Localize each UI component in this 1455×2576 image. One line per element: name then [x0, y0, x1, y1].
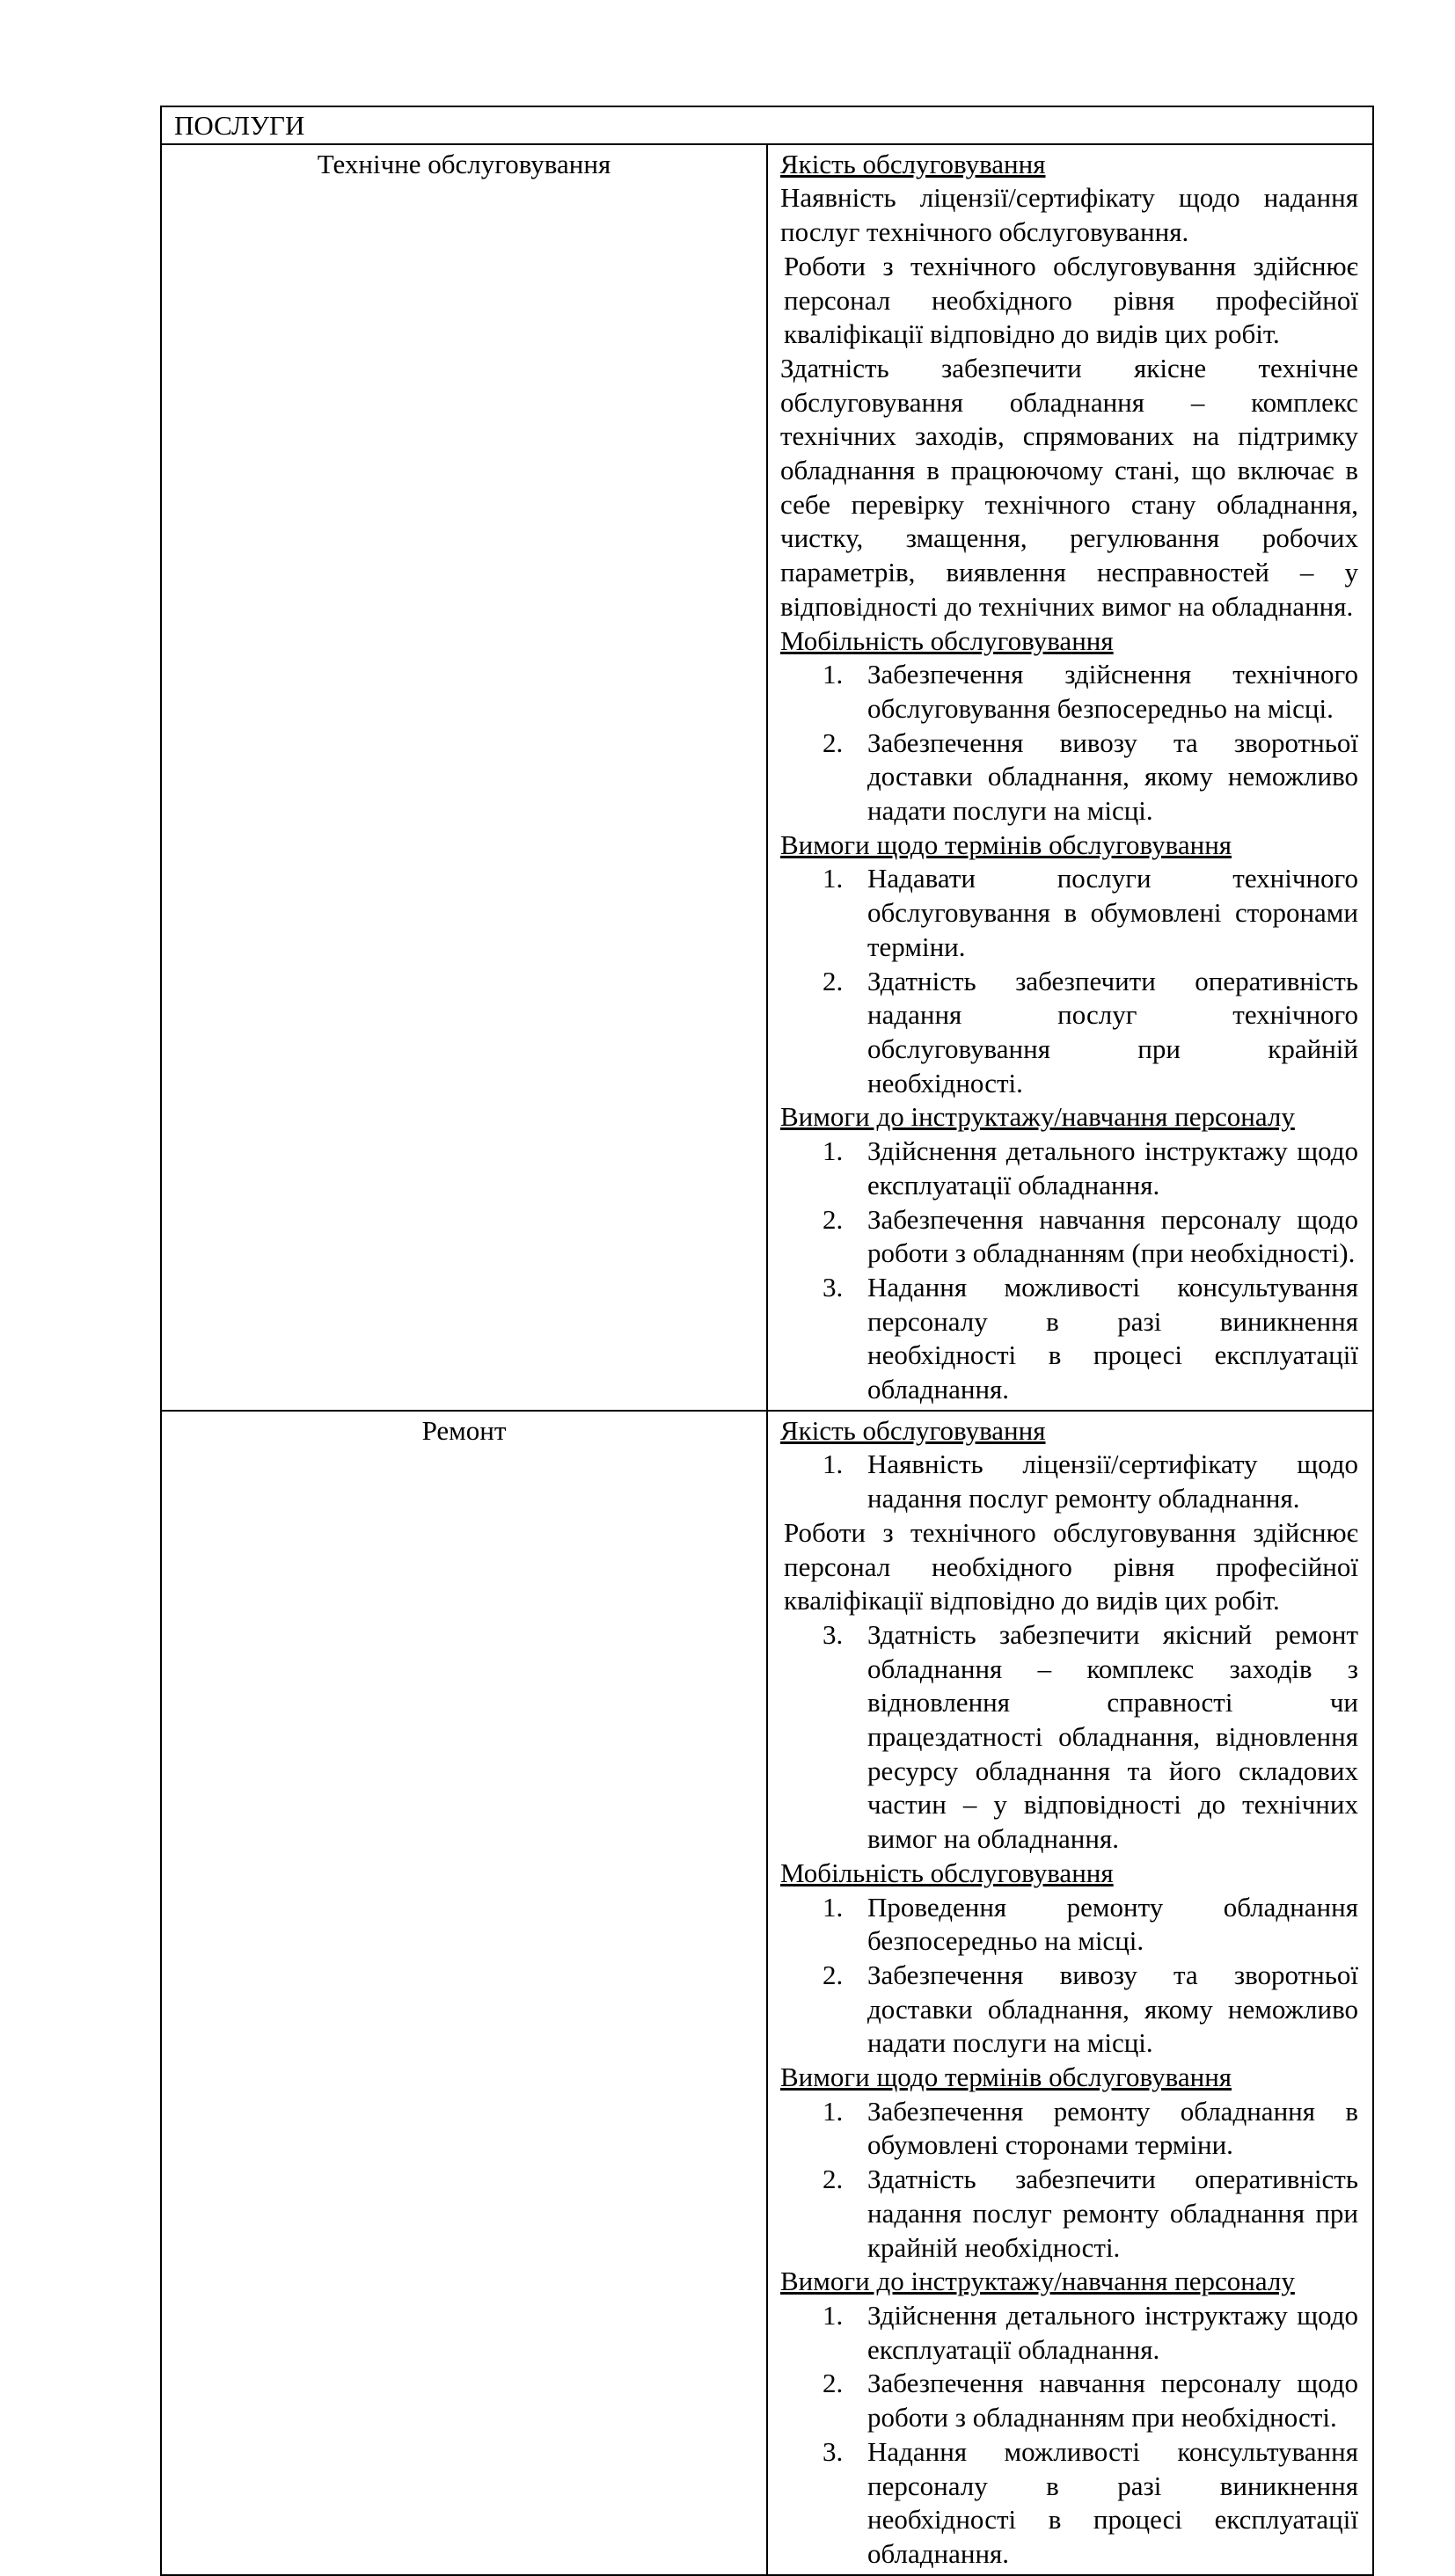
section-title: Якість обслуговування	[780, 148, 1046, 179]
list-item-text: Надавати послуги технічного обслуговування в обумовлені сторонами терміни.	[867, 863, 1358, 962]
table-row-maintenance	[161, 144, 1373, 1411]
section-title: Вимоги до інструктажу/навчання персоналу	[780, 2266, 1295, 2297]
row-content	[767, 144, 1373, 1411]
list-item-text: Здатність забезпечити якісний ремонт обладнання – комплекс заходів з відновлення справності чи працездатності обладнання, відновлення ресурсу обладнання та його складових частин – у відповідності до технічних вимог на обладнання.	[867, 1618, 1358, 1855]
numbered-list	[780, 1618, 1358, 1857]
list-item-text: Надання можливості консультування персоналу в разі виникнення необхідності в процесі експлуатації обладнання.	[867, 2435, 1358, 2569]
list-item-text: Наявність ліцензії/сертифікату щодо надання послуг ремонту обладнання.	[867, 1449, 1358, 1514]
list-item	[780, 2095, 1358, 2163]
list-number: 2.	[823, 1959, 844, 1990]
list-item-text: Забезпечення здійснення технічного обслуговування безпосередньо на місці.	[867, 659, 1358, 724]
list-item	[780, 1618, 1358, 1857]
section-title: Вимоги щодо термінів обслуговування	[780, 828, 1232, 860]
section-title: Вимоги до інструктажу/навчання персоналу	[780, 1101, 1295, 1133]
list-number: 3.	[823, 2435, 844, 2467]
numbered-list	[780, 862, 1358, 1100]
numbered-list	[780, 1448, 1358, 1515]
list-item	[780, 1135, 1358, 1202]
numbered-list	[780, 2095, 1358, 2266]
list-item-text: Здатність забезпечити оперативність надання послуг технічного обслуговування при крайній необхідності.	[867, 965, 1358, 1098]
services-table	[160, 106, 1374, 2576]
numbered-list	[780, 2299, 1358, 2572]
list-item	[780, 2163, 1358, 2265]
list-item	[780, 1891, 1358, 1959]
section-title: Вимоги щодо термінів обслуговування	[780, 2062, 1232, 2093]
list-number: 3.	[823, 1271, 844, 1303]
header-row	[161, 106, 1373, 144]
section-title: Мобільність обслуговування	[780, 1857, 1114, 1888]
list-number: 1.	[823, 2095, 844, 2127]
list-number: 1.	[823, 2300, 844, 2331]
list-item	[780, 2435, 1358, 2572]
list-number: 2.	[823, 2368, 844, 2399]
list-item	[780, 965, 1358, 1101]
list-item-text: Здатність забезпечити оперативність надання послуг ремонту обладнання при крайній необхідності.	[867, 2164, 1358, 2263]
list-item-text: Забезпечення навчання персоналу щодо роботи з обладнанням при необхідності.	[867, 2368, 1358, 2434]
list-item-text: Забезпечення навчання персоналу щодо роботи з обладнанням (при необхідності).	[867, 1203, 1358, 1269]
list-item	[780, 1448, 1358, 1515]
list-item	[780, 2367, 1358, 2434]
numbered-list	[780, 1891, 1358, 2062]
list-item-text: Надання можливості консультування персоналу в разі виникнення необхідності в процесі експлуатації обладнання.	[867, 1271, 1358, 1405]
paragraph: Наявність ліцензії/сертифікату щодо надання послуг технічного обслуговування.	[780, 182, 1358, 248]
list-item-text: Забезпечення вивозу та зворотньої доставки обладнання, якому неможливо надати послуги на місці.	[867, 1959, 1358, 2059]
list-item	[780, 862, 1358, 964]
list-item-text: Проведення ремонту обладнання безпосередньо на місці.	[867, 1891, 1358, 1957]
list-item-text: Здійснення детального інструктажу щодо експлуатації обладнання.	[867, 2300, 1358, 2365]
list-number: 1.	[823, 1135, 844, 1167]
paragraph: Здатність забезпечити якісне технічне обслуговування обладнання – комплекс технічних заходів, спрямованих на підтримку обладнання в працюючому стані, що включає в себе перевірку технічного стану обладнання, чистку, змащення, регулювання робочих параметрів, виявлення несправностей – у відповідності до технічних вимог на обладнання.	[780, 352, 1358, 622]
list-number: 1.	[823, 863, 844, 894]
section-title: Якість обслуговування	[780, 1414, 1046, 1446]
paragraph: Роботи з технічного обслуговування здійснює персонал необхідного рівня професійної кваліфікації відповідно до видів цих робіт.	[784, 250, 1358, 350]
list-number: 1.	[823, 1449, 844, 1480]
row-label: Ремонт	[161, 1411, 767, 2575]
list-item	[780, 1203, 1358, 1271]
table-header: ПОСЛУГИ	[161, 106, 1373, 144]
numbered-list	[780, 1135, 1358, 1407]
paragraph: Роботи з технічного обслуговування здійснює персонал необхідного рівня професійної кваліфікації відповідно до видів цих робіт.	[784, 1516, 1358, 1616]
list-item-text: Забезпечення ремонту обладнання в обумовлені сторонами терміни.	[867, 2095, 1358, 2161]
table-row-repair	[161, 1411, 1373, 2575]
section-title: Мобільність обслуговування	[780, 624, 1114, 656]
list-number: 1.	[823, 1891, 844, 1923]
list-item	[780, 726, 1358, 828]
list-number: 2.	[823, 726, 844, 758]
list-item	[780, 1959, 1358, 2061]
list-item-text: Забезпечення вивозу та зворотньої доставки обладнання, якому неможливо надати послуги на місці.	[867, 726, 1358, 827]
list-item	[780, 1271, 1358, 1407]
numbered-list	[780, 658, 1358, 828]
list-item	[780, 2299, 1358, 2367]
list-number: 1.	[823, 659, 844, 690]
list-item-text: Здійснення детального інструктажу щодо експлуатації обладнання.	[867, 1135, 1358, 1200]
list-number: 2.	[823, 1203, 844, 1235]
list-number: 3.	[823, 1618, 844, 1650]
list-number: 2.	[823, 965, 844, 996]
row-label: Технічне обслуговування	[161, 144, 767, 1411]
list-number: 2.	[823, 2164, 844, 2195]
row-content	[767, 1411, 1373, 2575]
list-item	[780, 658, 1358, 726]
